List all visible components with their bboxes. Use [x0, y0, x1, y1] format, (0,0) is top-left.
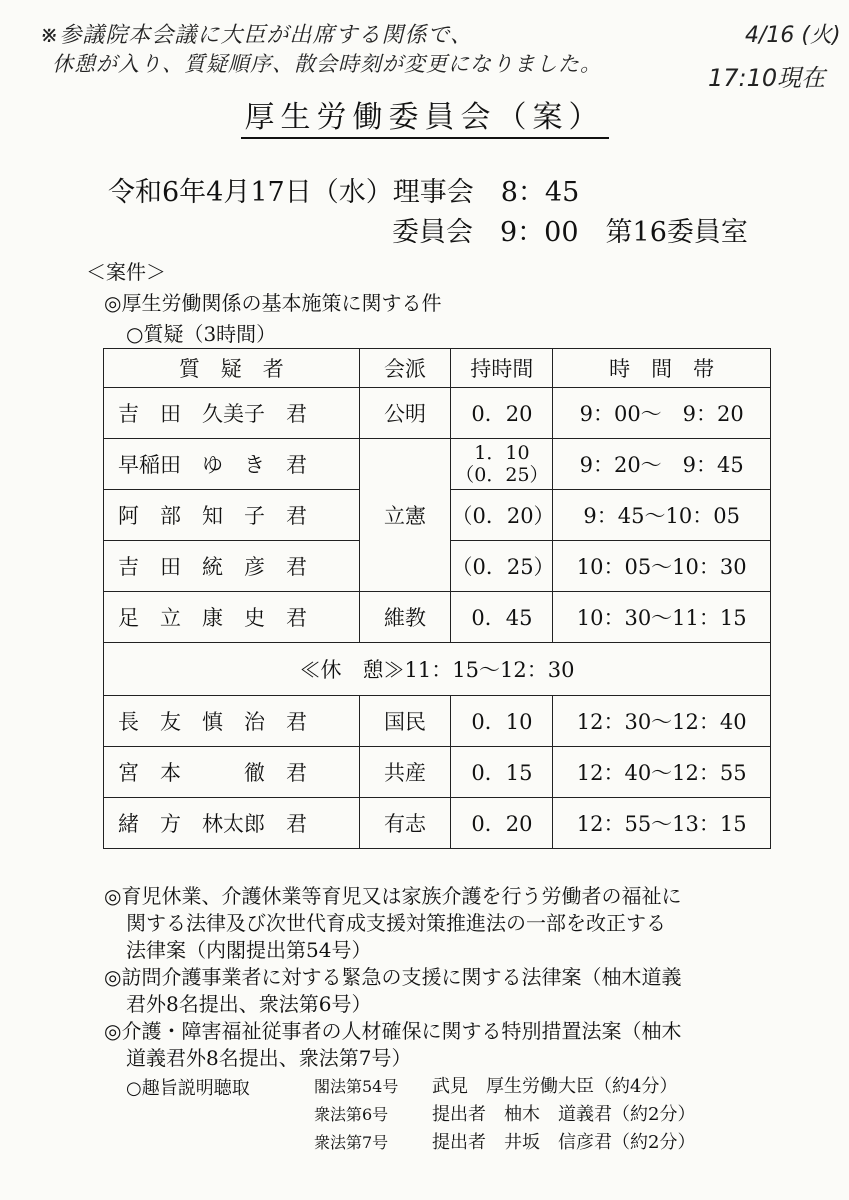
party: 共産: [359, 747, 451, 798]
time-slot: 9：00～ 9：20: [553, 388, 771, 439]
schedule-date-line: 令和6年4月17日（水）理事会 8：45: [108, 177, 580, 208]
bill-3-line-2: 道義君外8名提出、衆法第7号）: [126, 1046, 412, 1070]
table-row: [104, 696, 771, 747]
bill-1-line-3: 法律案（内閣提出第54号）: [126, 938, 372, 962]
duration-sub: （0．25）: [455, 464, 549, 486]
table-row: [104, 388, 771, 439]
duration: 0．20: [451, 798, 553, 849]
time-slot: 12：30～12：40: [553, 696, 771, 747]
party: 維教: [359, 592, 451, 643]
table-row: [104, 798, 771, 849]
table-row: [104, 747, 771, 798]
duration: [451, 439, 553, 490]
time-slot: 12：55～13：15: [553, 798, 771, 849]
duration: 0．20: [451, 388, 553, 439]
bill-2-line-1: ◎訪問介護事業者に対する緊急の支援に関する法律案（柚木道義: [104, 965, 682, 989]
header-duration: 持時間: [451, 349, 553, 388]
handwritten-note-line2: 休憩が入り、質疑順序、散会時刻が変更になりました。: [52, 52, 602, 76]
explanation-bill-2: 衆法第6号: [314, 1105, 389, 1124]
explanation-bill-3: 衆法第7号: [314, 1133, 389, 1152]
questioner-name: 早稲田 ゆ き 君: [104, 439, 360, 490]
agenda-label: ＜案件＞: [86, 260, 166, 284]
handwritten-time-status: 17:10現在: [708, 64, 826, 92]
questioner-name: 吉 田 久美子 君: [104, 388, 360, 439]
questioner-name: 緒 方 林太郎 君: [104, 798, 360, 849]
explanation-bill-1: 閣法第54号: [314, 1077, 399, 1096]
time-slot: 10：30～11：15: [553, 592, 771, 643]
questioner-name: 阿 部 知 子 君: [104, 490, 360, 541]
party: 国民: [359, 696, 451, 747]
time-slot: 12：40～12：55: [553, 747, 771, 798]
duration: 0．10: [451, 696, 553, 747]
time-slot: 9：20～ 9：45: [553, 439, 771, 490]
questioner-name: 足 立 康 史 君: [104, 592, 360, 643]
table-row: [104, 439, 771, 490]
bill-2-line-2: 君外8名提出、衆法第6号）: [126, 992, 372, 1016]
bill-1-line-2: 関する法律及び次世代育成支援対策推進法の一部を改正する: [126, 911, 666, 935]
questioner-name: 吉 田 統 彦 君: [104, 541, 360, 592]
time-slot: 9：45～10：05: [553, 490, 771, 541]
duration: （0．25）: [451, 541, 553, 592]
duration: （0．20）: [451, 490, 553, 541]
duration: 0．15: [451, 747, 553, 798]
bill-1-line-1: ◎育児休業、介護休業等育児又は家族介護を行う労働者の福祉に: [104, 884, 682, 908]
questioner-name: 宮 本 徹 君: [104, 747, 360, 798]
party-merged: 立憲: [359, 439, 451, 592]
explanation-presenter-2: 提出者 柚木 道義君（約2分）: [432, 1104, 696, 1125]
explanation-presenter-1: 武見 厚生労働大臣（約4分）: [432, 1076, 678, 1097]
duration: 0．45: [451, 592, 553, 643]
duration-main: 1．10: [474, 442, 530, 464]
item1-title: ◎厚生労働関係の基本施策に関する件: [104, 291, 442, 315]
break-label: ≪休 憩≫11：15～12：30: [104, 643, 771, 696]
party: 有志: [359, 798, 451, 849]
page-title-text: 厚生労働委員会（案）: [241, 100, 609, 139]
header-party: 会派: [359, 349, 451, 388]
questioner-name: 長 友 慎 治 君: [104, 696, 360, 747]
explanation-label: ○趣旨説明聴取: [126, 1078, 250, 1099]
table-row: [104, 592, 771, 643]
schedule-committee-line: 委員会 9：00 第16委員室: [392, 217, 748, 248]
party: 公明: [359, 388, 451, 439]
questioner-table: [103, 348, 771, 849]
time-slot: 10：05～10：30: [553, 541, 771, 592]
explanation-presenter-3: 提出者 井坂 信彦君（約2分）: [432, 1132, 696, 1153]
handwritten-note-line1: ※参議院本会議に大臣が出席する関係で、: [40, 23, 473, 48]
break-row: [104, 643, 771, 696]
page-title: [0, 92, 849, 136]
handwritten-date: 4/16 (火): [745, 23, 841, 48]
header-questioner: 質 疑 者: [104, 349, 360, 388]
table-header-row: [104, 349, 771, 388]
header-time-slot: 時 間 帯: [553, 349, 771, 388]
item1-subtitle: ○質疑（3時間）: [126, 322, 277, 346]
bill-3-line-1: ◎介護・障害福祉従事者の人材確保に関する特別措置法案（柚木: [104, 1019, 682, 1043]
